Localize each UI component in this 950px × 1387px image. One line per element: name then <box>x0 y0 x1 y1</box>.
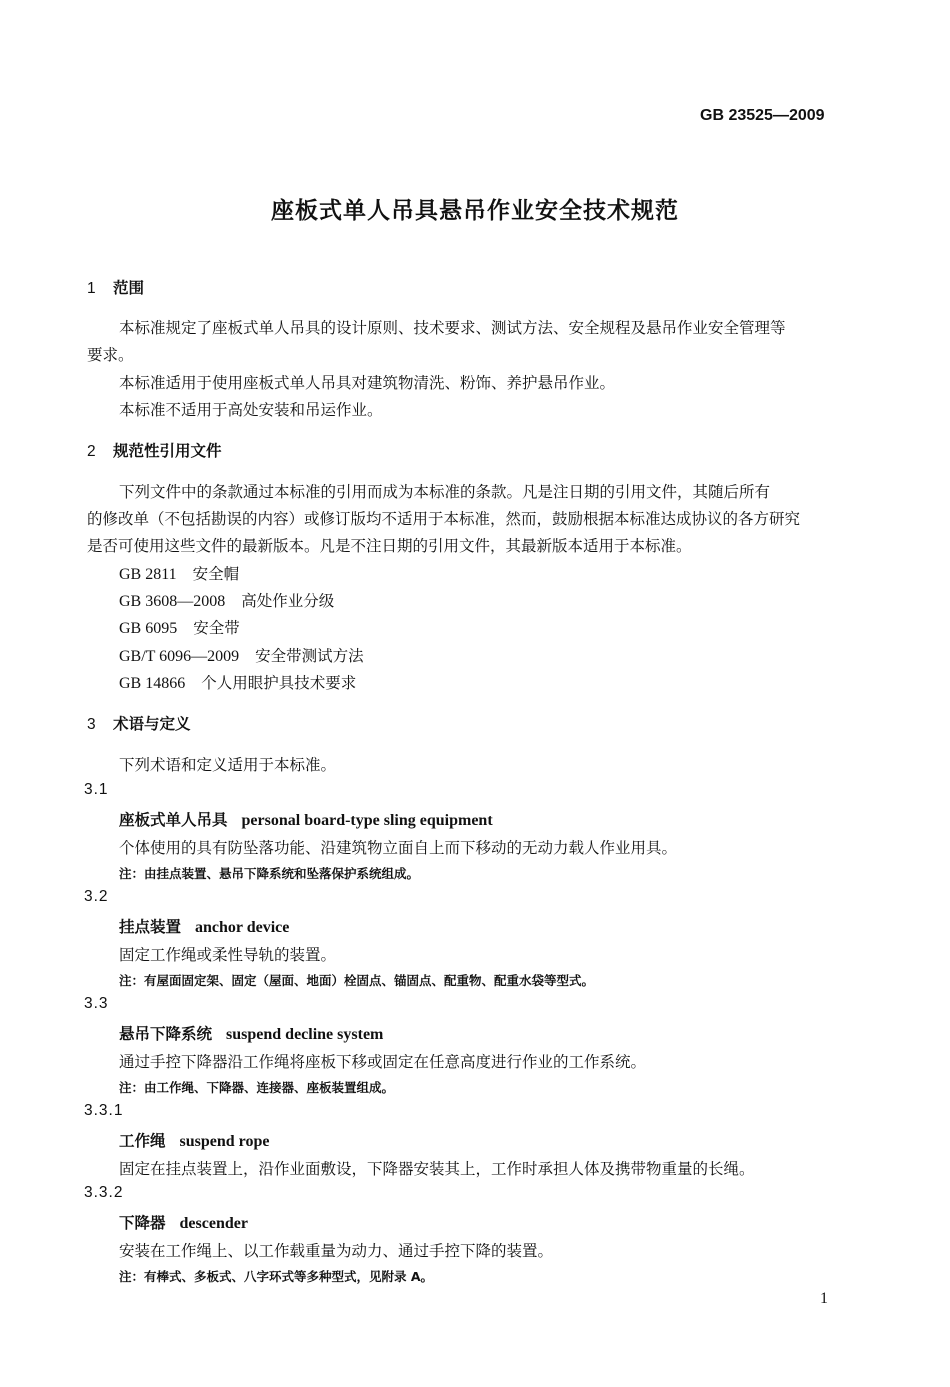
reference-name: 安全带测试方法 <box>255 647 364 665</box>
section-number: 1 <box>87 280 96 297</box>
paragraph: 本标准适用于使用座板式单人吊具对建筑物清洗、粉饰、养护悬吊作业。 <box>119 374 616 392</box>
page-number: 1 <box>820 1290 828 1307</box>
term-number: 3.1 <box>84 781 109 798</box>
reference-code: GB/T 6096—2009 <box>119 648 240 665</box>
term-title <box>119 1211 248 1233</box>
term-en: anchor device <box>195 919 290 936</box>
paragraph: 本标准规定了座板式单人吊具的设计原则、技术要求、测试方法、安全规程及悬吊作业安全管理等 <box>119 319 786 337</box>
paragraph: 下列术语和定义适用于本标准。 <box>119 756 337 774</box>
reference-item <box>119 562 239 584</box>
reference-code: GB 6095 <box>119 620 178 637</box>
reference-item <box>119 671 356 693</box>
term-definition: 个体使用的具有防坠落功能、沿建筑物立面自上而下移动的无动力载人作业用具。 <box>119 839 678 857</box>
term-number: 3.3 <box>84 995 109 1012</box>
section-title: 规范性引用文件 <box>113 442 222 460</box>
term-zh: 挂点装置 <box>119 918 182 936</box>
reference-name: 安全帽 <box>192 565 240 583</box>
term-en: suspend rope <box>179 1133 270 1150</box>
paragraph: 下列文件中的条款通过本标准的引用而成为本标准的条款。凡是注日期的引用文件，其随后所有 <box>119 483 771 501</box>
term-en: personal board-type sling equipment <box>241 812 493 829</box>
term-definition: 通过手控下降器沿工作绳将座板下移或固定在任意高度进行作业的工作系统。 <box>119 1053 647 1071</box>
reference-code: GB 2811 <box>119 566 177 583</box>
term-definition: 固定工作绳或柔性导轨的装置。 <box>119 946 337 964</box>
document-title: 座板式单人吊具悬吊作业安全技术规范 <box>271 198 679 224</box>
reference-name: 个人用眼护具技术要求 <box>201 674 357 692</box>
term-zh: 座板式单人吊具 <box>119 811 228 829</box>
term-note: 注：有棒式、多板式、八字环式等多种型式，见附录 A。 <box>119 1269 434 1284</box>
term-zh: 工作绳 <box>119 1132 166 1150</box>
paragraph: 本标准不适用于高处安装和吊运作业。 <box>119 401 383 419</box>
section-1-heading <box>87 276 144 298</box>
paragraph: 是否可使用这些文件的最新版本。凡是不注日期的引用文件，其最新版本适用于本标准。 <box>87 537 692 555</box>
term-number: 3.2 <box>84 888 109 905</box>
term-title <box>119 1129 269 1151</box>
section-title: 范围 <box>113 279 145 297</box>
term-en: suspend decline system <box>226 1026 384 1043</box>
term-title <box>119 1022 383 1044</box>
term-note: 注：有屋面固定架、固定（屋面、地面）栓固点、锚固点、配重物、配重水袋等型式。 <box>119 973 595 988</box>
reference-code: GB 3608—2008 <box>119 593 226 610</box>
term-zh: 下降器 <box>119 1214 166 1232</box>
term-number: 3.3.2 <box>84 1184 124 1201</box>
section-3-heading <box>87 712 191 734</box>
section-number: 2 <box>87 443 96 460</box>
section-number: 3 <box>87 716 96 733</box>
reference-name: 高处作业分级 <box>241 592 335 610</box>
paragraph: 的修改单（不包括勘误的内容）或修订版均不适用于本标准，然而，鼓励根据本标准达成协议的各方研究 <box>87 510 801 528</box>
reference-item <box>119 616 240 638</box>
paragraph: 要求。 <box>87 346 134 364</box>
term-zh: 悬吊下降系统 <box>119 1025 213 1043</box>
reference-code: GB 14866 <box>119 675 186 692</box>
reference-item <box>119 589 334 611</box>
term-note: 注：由挂点装置、悬吊下降系统和坠落保护系统组成。 <box>119 866 420 881</box>
term-definition: 固定在挂点装置上，沿作业面敷设，下降器安装其上，工作时承担人体及携带物重量的长绳。 <box>119 1160 755 1178</box>
reference-name: 安全带 <box>193 619 240 637</box>
section-title: 术语与定义 <box>113 715 191 733</box>
term-title <box>119 808 493 830</box>
term-number: 3.3.1 <box>84 1102 124 1119</box>
term-title <box>119 915 289 937</box>
reference-item <box>119 644 364 666</box>
term-note: 注：由工作绳、下降器、连接器、座板装置组成。 <box>119 1080 395 1095</box>
term-en: descender <box>179 1215 248 1232</box>
standard-code: GB 23525—2009 <box>700 107 825 124</box>
section-2-heading <box>87 439 222 461</box>
term-definition: 安装在工作绳上、以工作载重量为动力、通过手控下降的装置。 <box>119 1242 554 1260</box>
